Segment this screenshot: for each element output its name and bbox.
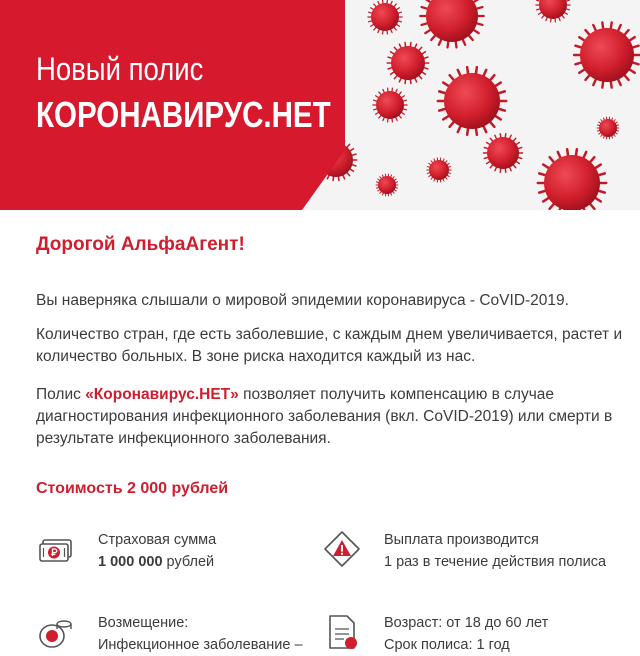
hero-brand: КОРОНАВИРУС.НЕТ (36, 94, 331, 136)
coins-icon (36, 612, 76, 652)
feature-text (98, 529, 216, 573)
hero-title: Новый полис (36, 50, 203, 88)
policy-description: позволяет получить компенсацию в случае диагностирования инфекционного заболевания (вкл. CoVID-2019) или смерти в результате инфекционного заболевания. (36, 386, 612, 447)
feature-label: Возраст: от 18 до 60 лет (384, 612, 548, 634)
sum-insured-currency: рублей (163, 554, 215, 570)
feature-value: Срок полиса: 1 год (384, 634, 548, 656)
feature-value-row (98, 551, 216, 573)
feature-label: Страховая сумма (98, 529, 216, 551)
feature-value: Инфекционное заболевание – (98, 634, 303, 656)
policy-prefix: Полис (36, 386, 85, 403)
feature-text (384, 529, 606, 573)
intro-paragraph: Вы наверняка слышали о мировой эпидемии коронавируса - CoVID-2019. (36, 290, 626, 312)
cost-heading: Стоимость 2 000 рублей (36, 478, 228, 500)
feature-value: 1 раз в течение действия полиса (384, 551, 606, 573)
feature-text (98, 612, 303, 656)
policy-paragraph (36, 384, 626, 450)
feature-text (384, 612, 548, 656)
money-icon (36, 529, 76, 569)
sum-insured-amount: 1 000 000 (98, 554, 163, 570)
hero-banner (0, 0, 640, 210)
greeting-heading: Дорогой АльфаАгент! (36, 232, 245, 258)
document-icon (322, 612, 362, 652)
risk-paragraph: Количество стран, где есть заболевшие, с каждым днем увеличивается, растет и количество больных. В зоне риска находится каждый из нас. (36, 324, 626, 368)
feature-label: Выплата производится (384, 529, 606, 551)
policy-name: «Коронавирус.НЕТ» (85, 386, 239, 403)
feature-label: Возмещение: (98, 612, 303, 634)
warning-icon (322, 529, 362, 569)
